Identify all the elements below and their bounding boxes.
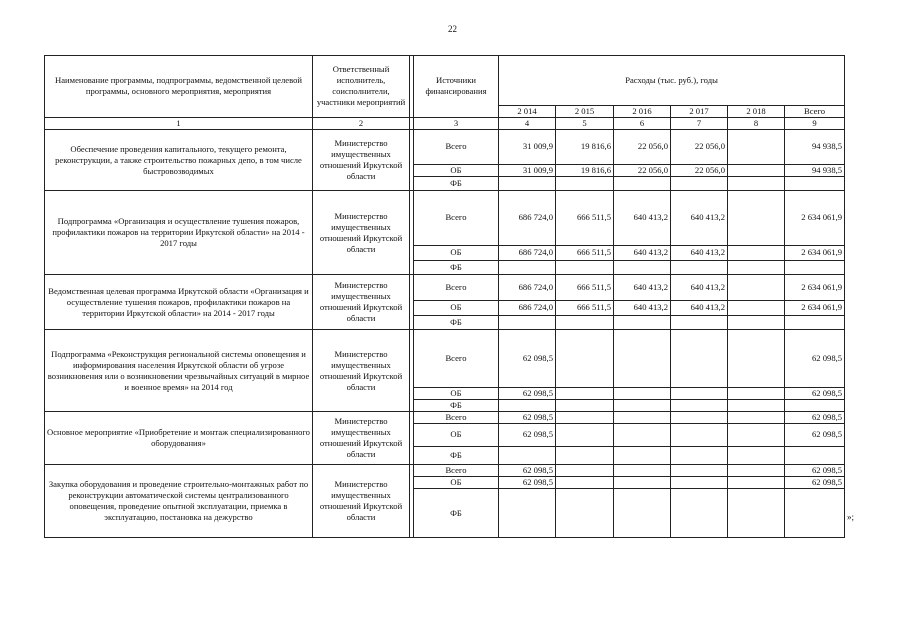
year-value bbox=[671, 399, 728, 411]
year-value: 640 413,2 bbox=[614, 190, 671, 245]
year-value bbox=[671, 424, 728, 446]
total-value: 2 634 061,9 bbox=[785, 275, 845, 300]
year-value bbox=[728, 399, 785, 411]
year-value bbox=[556, 176, 614, 190]
program-name: Основное мероприятие «Приобретение и монтаж специализированного оборудования» bbox=[45, 412, 313, 465]
funding-source: Всего bbox=[414, 275, 499, 300]
funding-source: ФБ bbox=[414, 176, 499, 190]
column-index: 4 bbox=[499, 117, 556, 129]
year-value: 22 056,0 bbox=[671, 130, 728, 165]
column-index: 8 bbox=[728, 117, 785, 129]
year-value bbox=[614, 260, 671, 274]
budget-table bbox=[44, 55, 845, 538]
year-value bbox=[728, 260, 785, 274]
year-value bbox=[728, 245, 785, 260]
total-value bbox=[785, 176, 845, 190]
header-source-col: Источники финансирования bbox=[414, 56, 499, 118]
year-value: 640 413,2 bbox=[671, 245, 728, 260]
total-value: 62 098,5 bbox=[785, 329, 845, 387]
year-value bbox=[499, 489, 556, 538]
year-value: 22 056,0 bbox=[614, 130, 671, 165]
year-header: 2 014 bbox=[499, 105, 556, 117]
year-value bbox=[671, 489, 728, 538]
total-value: 94 938,5 bbox=[785, 130, 845, 165]
program-name: Ведомственная целевая программа Иркутской области «Организация и осуществление тушения пожаров, профилактики пожаров на территории Иркутской области» на 2014 - 2017 годы bbox=[45, 275, 313, 330]
year-value bbox=[728, 176, 785, 190]
total-value: 62 098,5 bbox=[785, 477, 845, 489]
year-value: 640 413,2 bbox=[614, 245, 671, 260]
year-value: 686 724,0 bbox=[499, 190, 556, 245]
year-header: 2 015 bbox=[556, 105, 614, 117]
program-name: Закупка оборудования и проведение строительно-монтажных работ по реконструкции автоматической системы централизованного оповещения, проведение опытной эксплуатации, приемка в эксплуатацию, постановка на дежурство bbox=[45, 464, 313, 537]
total-value bbox=[785, 446, 845, 464]
year-value bbox=[614, 464, 671, 476]
year-value: 22 056,0 bbox=[614, 164, 671, 176]
total-value bbox=[785, 315, 845, 329]
funding-source: ОБ bbox=[414, 245, 499, 260]
year-value bbox=[728, 489, 785, 538]
funding-source: ФБ bbox=[414, 260, 499, 274]
year-value: 640 413,2 bbox=[671, 300, 728, 315]
year-value bbox=[671, 446, 728, 464]
year-value bbox=[614, 477, 671, 489]
year-value: 62 098,5 bbox=[499, 424, 556, 446]
column-index: 2 bbox=[313, 117, 410, 129]
year-value bbox=[614, 446, 671, 464]
funding-source: Всего bbox=[414, 464, 499, 476]
responsible-executor: Министерство имущественных отношений Иркутской области bbox=[313, 329, 410, 411]
year-value bbox=[728, 464, 785, 476]
responsible-executor: Министерство имущественных отношений Иркутской области bbox=[313, 130, 410, 191]
funding-source: ФБ bbox=[414, 315, 499, 329]
table-row bbox=[45, 275, 845, 300]
program-name: Подпрограмма «Организация и осуществление тушения пожаров, профилактики пожаров на территории Иркутской области» на 2014 - 2017 годы bbox=[45, 190, 313, 274]
year-value bbox=[671, 477, 728, 489]
year-value bbox=[671, 387, 728, 399]
year-value bbox=[556, 477, 614, 489]
responsible-executor: Министерство имущественных отношений Иркутской области bbox=[313, 412, 410, 465]
funding-source: ОБ bbox=[414, 477, 499, 489]
year-value bbox=[556, 387, 614, 399]
year-header: 2 016 bbox=[614, 105, 671, 117]
year-value bbox=[614, 424, 671, 446]
funding-source: ФБ bbox=[414, 446, 499, 464]
year-header: 2 017 bbox=[671, 105, 728, 117]
year-value bbox=[614, 329, 671, 387]
year-header: 2 018 bbox=[728, 105, 785, 117]
year-value bbox=[728, 387, 785, 399]
year-value bbox=[499, 399, 556, 411]
table-row bbox=[45, 464, 845, 476]
total-value: 94 938,5 bbox=[785, 164, 845, 176]
year-value bbox=[728, 275, 785, 300]
header-name-col: Наименование программы, подпрограммы, ведомственной целевой программы, основного мероприятия, мероприятия bbox=[45, 56, 313, 118]
year-value bbox=[556, 412, 614, 424]
year-value: 640 413,2 bbox=[671, 190, 728, 245]
funding-source: ОБ bbox=[414, 300, 499, 315]
year-value: 62 098,5 bbox=[499, 464, 556, 476]
year-value bbox=[556, 399, 614, 411]
funding-source: ФБ bbox=[414, 489, 499, 538]
year-value bbox=[671, 464, 728, 476]
responsible-executor: Министерство имущественных отношений Иркутской области bbox=[313, 464, 410, 537]
closing-quote-mark: »; bbox=[847, 512, 855, 522]
year-value bbox=[614, 399, 671, 411]
funding-source: Всего bbox=[414, 329, 499, 387]
funding-source: Всего bbox=[414, 130, 499, 165]
year-value bbox=[556, 315, 614, 329]
total-value: 2 634 061,9 bbox=[785, 190, 845, 245]
year-value: 19 816,6 bbox=[556, 130, 614, 165]
year-value bbox=[614, 412, 671, 424]
year-value bbox=[728, 424, 785, 446]
program-name: Подпрограмма «Реконструкция региональной системы оповещения и информирования населения Иркутской области об угрозе возникновения или о возникновении чрезвычайных ситуаций в мирное и военное время» на 2014 год bbox=[45, 329, 313, 411]
year-value: 666 511,5 bbox=[556, 190, 614, 245]
year-value bbox=[499, 446, 556, 464]
year-value bbox=[614, 176, 671, 190]
total-value: 2 634 061,9 bbox=[785, 300, 845, 315]
year-value: 640 413,2 bbox=[671, 275, 728, 300]
year-value: 666 511,5 bbox=[556, 300, 614, 315]
funding-source: ОБ bbox=[414, 387, 499, 399]
year-value: 62 098,5 bbox=[499, 412, 556, 424]
year-value bbox=[614, 489, 671, 538]
total-value: 62 098,5 bbox=[785, 424, 845, 446]
total-value: 62 098,5 bbox=[785, 412, 845, 424]
year-value bbox=[556, 329, 614, 387]
year-value bbox=[728, 190, 785, 245]
column-index: 1 bbox=[45, 117, 313, 129]
year-value bbox=[728, 130, 785, 165]
program-name: Обеспечение проведения капитального, текущего ремонта, реконструкции, а также строительство пожарных депо, в том числе быстровозводимых bbox=[45, 130, 313, 191]
year-value bbox=[499, 315, 556, 329]
responsible-executor: Министерство имущественных отношений Иркутской области bbox=[313, 190, 410, 274]
year-value bbox=[728, 477, 785, 489]
year-value: 62 098,5 bbox=[499, 477, 556, 489]
table-row bbox=[45, 329, 845, 387]
year-value: 640 413,2 bbox=[614, 300, 671, 315]
year-value bbox=[728, 412, 785, 424]
total-value bbox=[785, 260, 845, 274]
responsible-executor: Министерство имущественных отношений Иркутской области bbox=[313, 275, 410, 330]
table-row bbox=[45, 130, 845, 165]
header-executor-col: Ответственный исполнитель, соисполнители, участники мероприятий bbox=[313, 56, 410, 118]
year-value bbox=[671, 176, 728, 190]
year-value bbox=[671, 329, 728, 387]
column-index: 9 bbox=[785, 117, 845, 129]
year-value bbox=[556, 464, 614, 476]
year-value: 666 511,5 bbox=[556, 245, 614, 260]
year-value bbox=[728, 446, 785, 464]
column-index: 7 bbox=[671, 117, 728, 129]
year-value: 31 009,9 bbox=[499, 130, 556, 165]
year-value: 62 098,5 bbox=[499, 329, 556, 387]
year-value bbox=[614, 387, 671, 399]
year-value bbox=[556, 489, 614, 538]
year-value bbox=[728, 329, 785, 387]
year-value bbox=[499, 260, 556, 274]
year-value bbox=[728, 315, 785, 329]
table-row bbox=[45, 412, 845, 424]
header-expenses-col: Расходы (тыс. руб.), годы bbox=[499, 56, 845, 106]
year-value bbox=[671, 315, 728, 329]
year-value: 22 056,0 bbox=[671, 164, 728, 176]
page-number: 22 bbox=[448, 24, 457, 34]
total-value: 62 098,5 bbox=[785, 464, 845, 476]
year-value bbox=[556, 446, 614, 464]
column-index: 5 bbox=[556, 117, 614, 129]
year-value bbox=[728, 164, 785, 176]
year-value: 62 098,5 bbox=[499, 387, 556, 399]
column-index: 6 bbox=[614, 117, 671, 129]
total-header: Всего bbox=[785, 105, 845, 117]
year-value: 686 724,0 bbox=[499, 300, 556, 315]
funding-source: Всего bbox=[414, 190, 499, 245]
year-value bbox=[499, 176, 556, 190]
table-row bbox=[45, 190, 845, 245]
year-value bbox=[728, 300, 785, 315]
year-value bbox=[671, 260, 728, 274]
total-value bbox=[785, 489, 845, 538]
year-value: 31 009,9 bbox=[499, 164, 556, 176]
funding-source: ОБ bbox=[414, 424, 499, 446]
column-index: 3 bbox=[414, 117, 499, 129]
year-value bbox=[671, 412, 728, 424]
funding-source: Всего bbox=[414, 412, 499, 424]
year-value: 686 724,0 bbox=[499, 245, 556, 260]
year-value: 640 413,2 bbox=[614, 275, 671, 300]
year-value bbox=[614, 315, 671, 329]
total-value: 2 634 061,9 bbox=[785, 245, 845, 260]
year-value: 19 816,6 bbox=[556, 164, 614, 176]
total-value bbox=[785, 399, 845, 411]
total-value: 62 098,5 bbox=[785, 387, 845, 399]
year-value: 686 724,0 bbox=[499, 275, 556, 300]
year-value bbox=[556, 260, 614, 274]
funding-source: ФБ bbox=[414, 399, 499, 411]
year-value bbox=[556, 424, 614, 446]
funding-source: ОБ bbox=[414, 164, 499, 176]
year-value: 666 511,5 bbox=[556, 275, 614, 300]
